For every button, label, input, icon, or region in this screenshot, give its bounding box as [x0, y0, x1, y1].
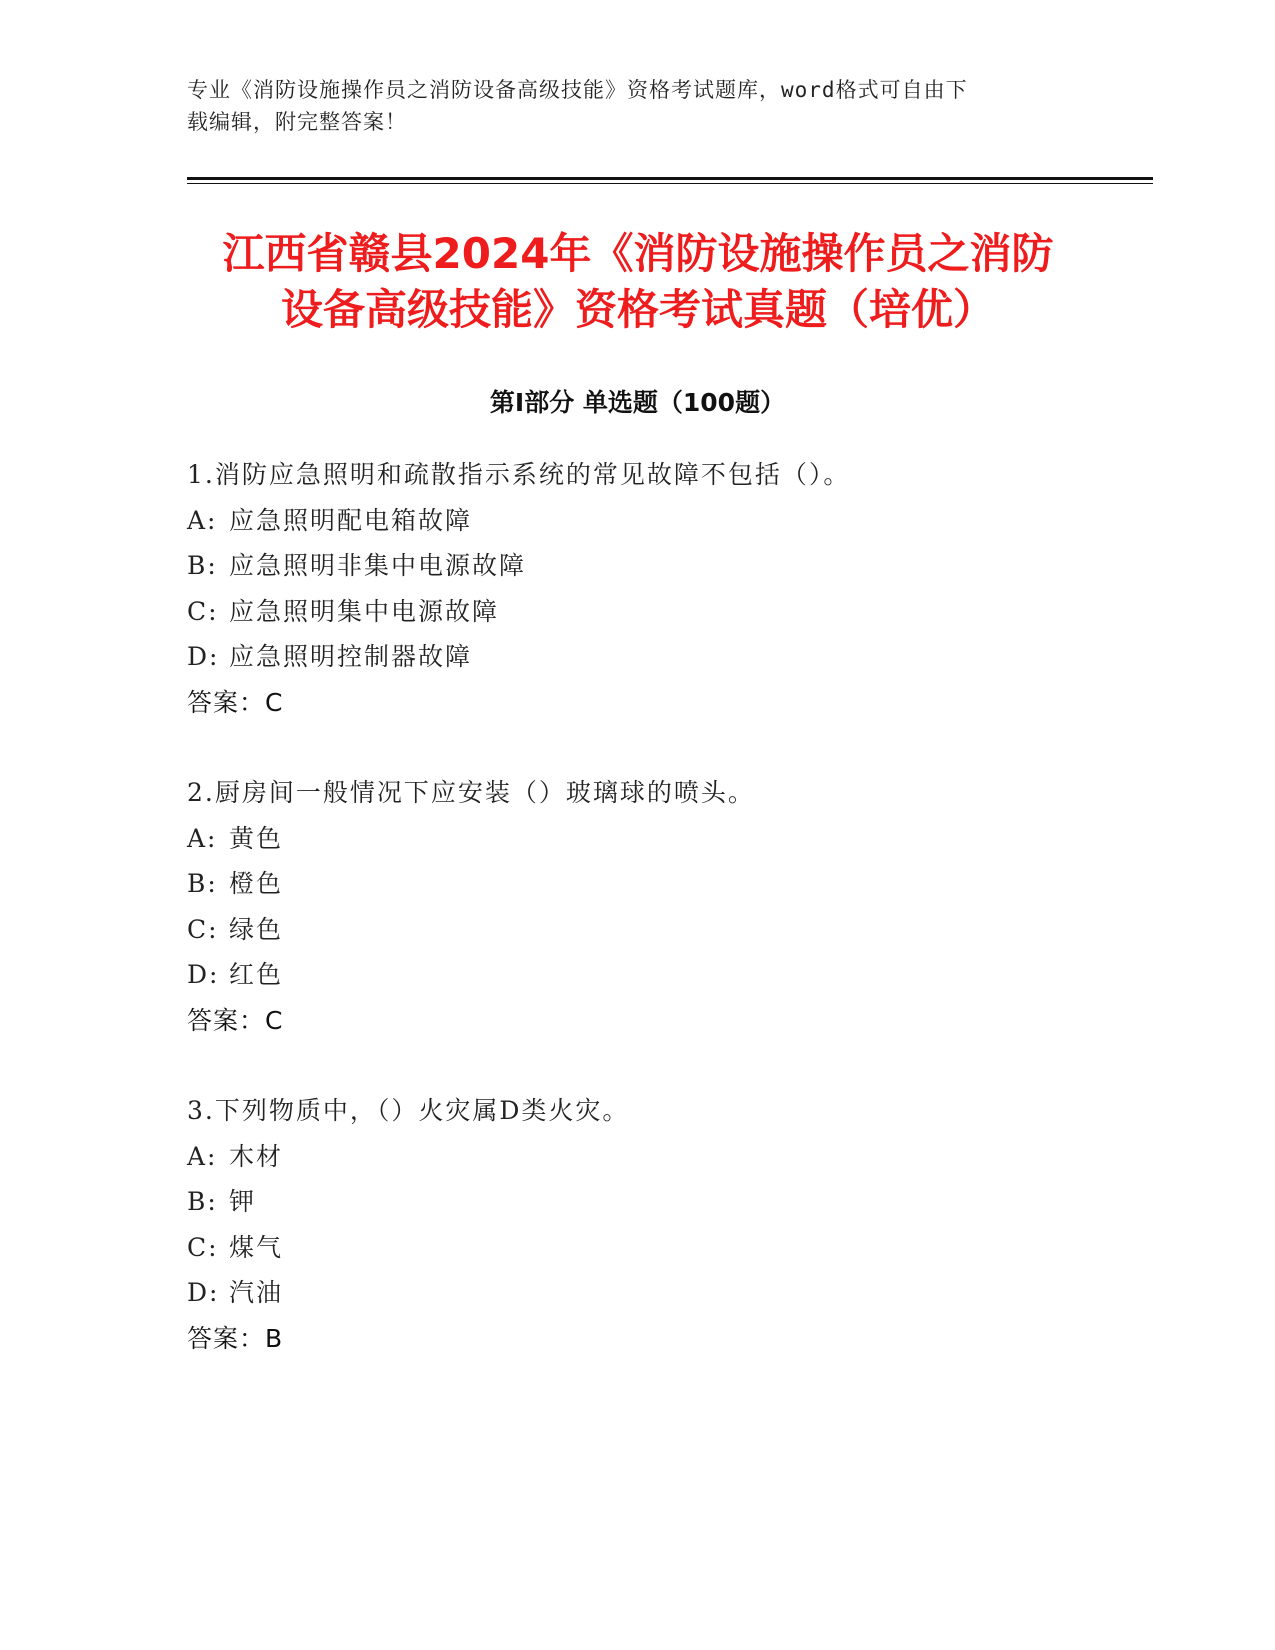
option-b [187, 861, 1087, 907]
option-letter: B: [187, 551, 218, 580]
answer: 答案：B [187, 1323, 284, 1353]
option-a [187, 816, 1087, 862]
option-letter: A: [187, 823, 218, 853]
option-text: 红色 [229, 960, 284, 989]
option-c [187, 907, 1087, 953]
option-c [187, 1225, 1087, 1271]
option-letter: D: [187, 960, 220, 989]
option-b [187, 543, 1087, 589]
option-text: 应急照明集中电源故障 [229, 596, 500, 626]
section-title: 第Ⅰ部分 单选题（100题） [489, 388, 786, 417]
page-title [150, 226, 1126, 338]
option-letter: D: [187, 642, 220, 671]
option-text: 绿色 [229, 914, 284, 944]
option-letter: D: [187, 1278, 220, 1307]
option-text: 黄色 [229, 823, 284, 853]
option-a [187, 1134, 1087, 1180]
option-text: 应急照明配电箱故障 [229, 505, 473, 535]
page-title-line-1: 江西省赣县2024年《消防设施操作员之消防 [222, 229, 1054, 278]
option-d [187, 952, 1087, 998]
header-note-line-2: 载编辑，附完整答案！ [187, 110, 407, 134]
question-3 [187, 1088, 1087, 1361]
question-1 [187, 452, 1087, 725]
option-letter: B: [187, 869, 218, 898]
question-2 [187, 770, 1087, 1043]
option-letter: C: [187, 914, 219, 944]
option-text: 应急照明控制器故障 [229, 642, 473, 671]
option-d [187, 634, 1087, 680]
answer: 答案：C [187, 687, 284, 717]
question-text: 2.厨房间一般情况下应安装（）玻璃球的喷头。 [187, 778, 755, 807]
page-title-line-2: 设备高级技能》资格考试真题（培优） [280, 285, 995, 334]
option-text: 钾 [229, 1187, 257, 1216]
option-letter: A: [187, 1141, 218, 1171]
option-b [187, 1179, 1087, 1225]
option-c [187, 589, 1087, 635]
question-text: 1.消防应急照明和疏散指示系统的常见故障不包括（）。 [187, 460, 851, 489]
option-a [187, 498, 1087, 544]
option-letter: C: [187, 596, 219, 626]
option-text: 汽油 [229, 1278, 284, 1307]
question-text: 3.下列物质中，（）火灾属D类火灾。 [187, 1096, 630, 1125]
answer: 答案：C [187, 1005, 284, 1035]
option-letter: A: [187, 505, 218, 535]
option-text: 煤气 [229, 1232, 284, 1262]
header-note [187, 74, 1067, 138]
option-text: 木材 [229, 1141, 284, 1171]
header-divider-thin [187, 183, 1153, 184]
header-divider-thick [187, 177, 1153, 180]
option-text: 橙色 [229, 869, 284, 898]
option-letter: B: [187, 1187, 218, 1216]
option-d [187, 1270, 1087, 1316]
header-note-line-1: 专业《消防设施操作员之消防设备高级技能》资格考试题库，word格式可自由下 [187, 78, 968, 102]
option-text: 应急照明非集中电源故障 [229, 551, 527, 580]
option-letter: C: [187, 1232, 219, 1262]
